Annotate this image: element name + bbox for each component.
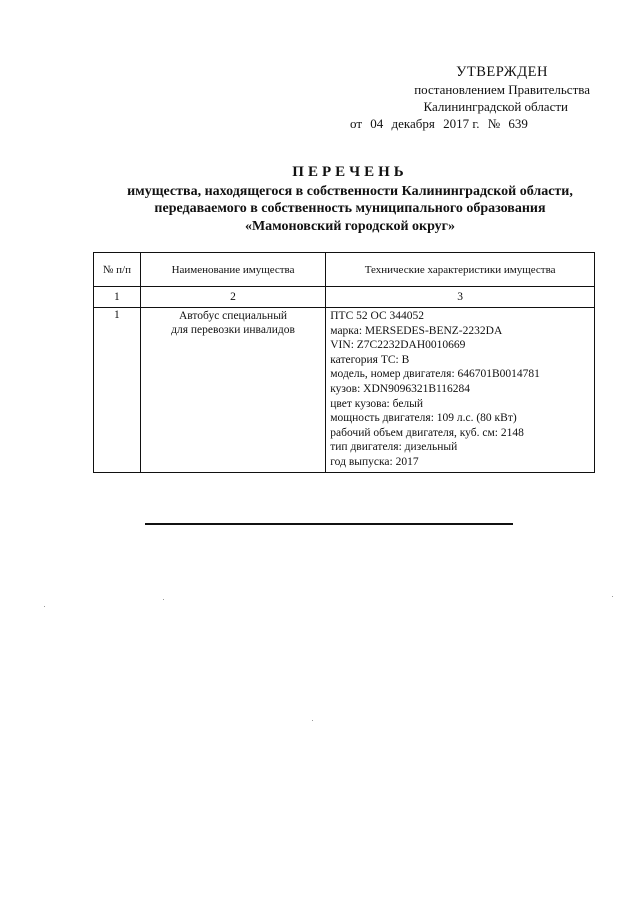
header-number: № п/п: [94, 253, 141, 287]
scan-speck: [163, 599, 164, 600]
spec-year: год выпуска: 2017: [330, 455, 419, 468]
heading-line-3: «Мамоновский городской округ»: [244, 218, 456, 234]
row-number: 1: [94, 308, 141, 473]
scan-speck: [312, 720, 313, 721]
property-name-line-1: Автобус специальный: [178, 310, 288, 322]
column-number-1: 1: [94, 287, 141, 308]
document-heading: [60, 164, 640, 235]
row-property-name: [140, 308, 325, 473]
row-specs: [326, 308, 595, 473]
scan-speck: [612, 596, 613, 597]
spec-power: мощность двигателя: 109 л.с. (80 кВт): [330, 412, 517, 425]
heading-line-1: имущества, находящегося в собственности Калининградской области,: [127, 183, 573, 199]
approval-line-region: Калининградской области: [423, 99, 568, 114]
spec-category: категория ТС: В: [330, 353, 410, 366]
column-number-2: 2: [140, 287, 325, 308]
approval-number: 639: [508, 116, 528, 131]
property-name-line-2: для перевозки инвалидов: [171, 324, 295, 336]
spec-body: кузов: XDN9096321B116284: [330, 382, 471, 395]
spec-color: цвет кузова: белый: [330, 397, 424, 410]
document-title: ПЕРЕЧЕНЬ: [292, 164, 408, 180]
end-separator-line: [145, 523, 513, 525]
approval-date-month: декабря: [391, 116, 435, 131]
column-number-3: 3: [326, 287, 595, 308]
header-name: Наименование имущества: [140, 253, 325, 287]
property-table: [93, 252, 595, 473]
approval-block: [350, 64, 600, 132]
column-number-row: [94, 287, 595, 308]
approval-date-day: 04: [370, 116, 384, 131]
spec-engine-type: тип двигателя: дизельный: [330, 441, 458, 454]
approval-line-resolution: постановлением Правительства: [414, 82, 590, 97]
approval-title: УТВЕРЖДЕН: [456, 64, 548, 80]
spec-vin: VIN: Z7C2232DAH0010669: [330, 339, 466, 352]
spec-pts: ПТС 52 ОС 344052: [330, 310, 424, 322]
header-specs: Технические характеристики имущества: [326, 253, 595, 287]
approval-date-line: [350, 115, 600, 132]
spec-engine-model: модель, номер двигателя: 646701В0014781: [330, 368, 540, 381]
scan-speck: [44, 606, 45, 607]
heading-line-2: передаваемого в собственность муниципального образования: [154, 201, 546, 216]
approval-number-sign: №: [487, 116, 501, 131]
spec-brand: марка: MERSEDES-BENZ-2232DA: [330, 324, 503, 337]
approval-date-year: 2017 г.: [443, 116, 480, 131]
table-header-row: [94, 253, 595, 287]
spec-displacement: рабочий объем двигателя, куб. см: 2148: [330, 426, 524, 439]
table-row: [94, 308, 595, 473]
approval-date-prefix: от: [350, 116, 363, 131]
